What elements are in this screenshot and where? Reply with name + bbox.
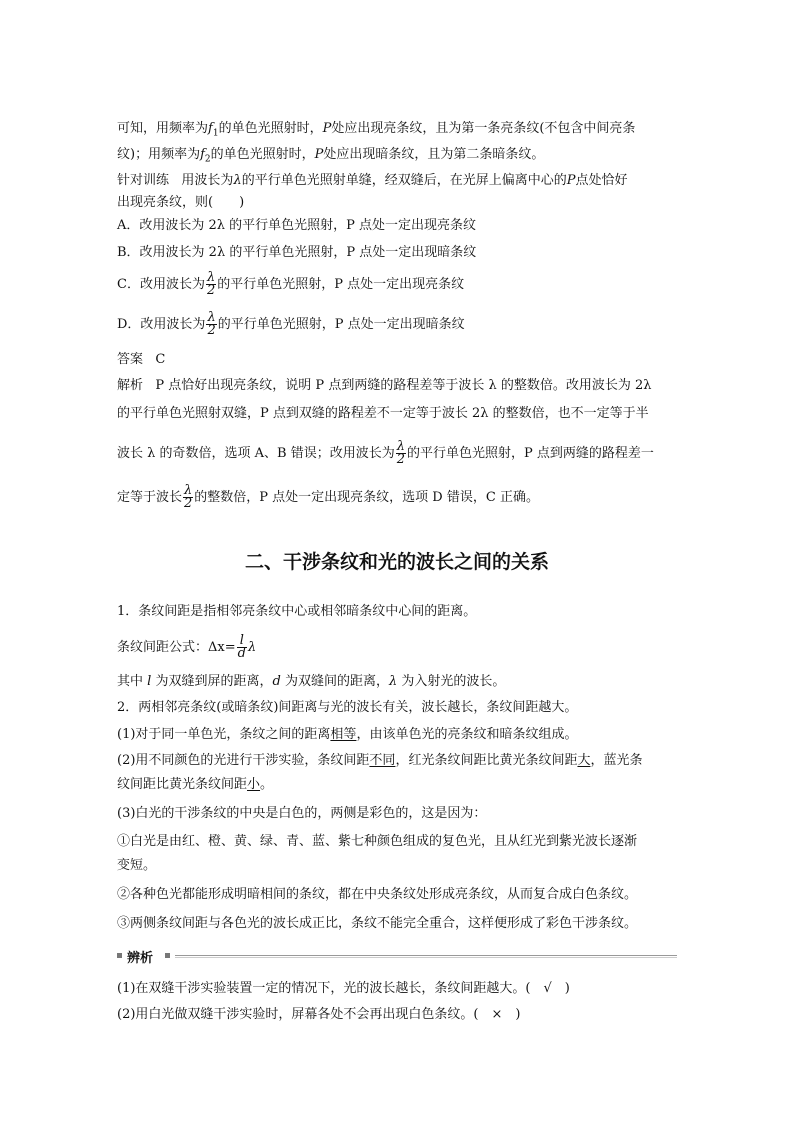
text: P 点恰好出现亮条纹，说明 P 点到两缝的路程差等于波长 λ 的整数倍。改用波长为 2λ	[155, 378, 652, 393]
analysis-line-1	[117, 377, 651, 395]
judge-label: 辨析	[127, 951, 154, 966]
text: ，红光条纹间距比黄光条纹间距	[395, 753, 578, 768]
body-paragraph-6-line-1: ①白光是由红、橙、黄、绿、青、蓝、紫七种颜色组成的复色光，且从红光到紫光波长逐渐	[117, 834, 638, 849]
point-symbol: P	[566, 173, 576, 188]
body-paragraph-4-line-1	[117, 752, 642, 770]
underlined-answer: 不同	[369, 753, 396, 768]
text: 的平行单色光照射，P 点处一定出现暗条纹	[217, 317, 465, 332]
text: 波长 λ 的奇数倍，选项 A、B 错误；改用波长为	[117, 446, 395, 461]
d-symbol: d	[272, 674, 281, 689]
training-question-line-1	[117, 172, 627, 190]
text: (2)用不同颜色的光进行干涉实验，条纹间距	[117, 753, 370, 768]
text: 。	[260, 777, 274, 792]
text: 可知，用频率为	[117, 121, 209, 136]
text: 纹)；用频率为	[117, 147, 201, 162]
intro-line-1	[117, 120, 635, 143]
text: 为入射光的波长。	[401, 674, 506, 689]
lambda-over-2-fraction	[206, 272, 216, 297]
option-c	[117, 272, 464, 297]
analysis-line-4	[117, 485, 539, 510]
divider	[175, 955, 677, 956]
judge-item-1: (1)在双缝干涉实验装置一定的情况下，光的波长越长，条纹间距越大。( √ )	[117, 981, 570, 996]
option-d	[117, 312, 465, 337]
underlined-answer: 相等	[330, 727, 357, 742]
text: 的平行单色光照射单缝，经双缝后，在光屏上偏离中心的	[241, 173, 567, 188]
section-heading: 二、干涉条纹和光的波长之间的关系	[244, 551, 549, 573]
body-paragraph-6-line-2: 变短。	[117, 858, 157, 873]
option-b: B．改用波长为 2λ 的平行单色光照射，P 点处一定出现暗条纹	[117, 245, 477, 260]
lambda-symbol: λ	[233, 173, 242, 188]
body-paragraph-1: 1．条纹间距是指相邻亮条纹中心或相邻暗条纹中心间的距离。	[117, 604, 477, 619]
text: 其中	[117, 674, 144, 689]
frequency-symbol: f	[208, 121, 213, 136]
body-paragraph-3	[117, 726, 577, 744]
text: 的平行单色光照射，P 点处一定出现亮条纹	[217, 277, 465, 292]
text: C．改用波长为	[117, 277, 205, 292]
fraction-denominator: 2	[396, 452, 405, 467]
text: 点处恰好	[575, 173, 628, 188]
divider	[175, 957, 677, 958]
text: 的整数倍，P 点处一定出现亮条纹，选项 D 错误，C 正确。	[194, 490, 539, 505]
subscript: 1	[212, 128, 219, 139]
body-paragraph-7: ②各种色光都能形成明暗相间的条纹，都在中央条纹处形成亮条纹，从而复合成白色条纹。	[117, 887, 638, 902]
lambda-symbol: λ	[247, 640, 257, 655]
fraction-denominator: 2	[206, 283, 216, 298]
square-bullet-icon	[165, 953, 170, 958]
text: 为双缝间的距离，	[284, 674, 389, 689]
text: D．改用波长为	[117, 317, 206, 332]
body-paragraph-8: ③两侧条纹间距与各色光的波长成正比，条纹不能完全重合，这样便形成了彩色干涉条纹。	[117, 916, 638, 931]
text: 为双缝到屏的距离，	[155, 674, 273, 689]
frequency-symbol: f	[200, 147, 205, 162]
judge-section-header	[117, 950, 677, 966]
formula-line	[117, 635, 256, 660]
fraction-numerator: λ	[207, 310, 216, 325]
analysis-line-2: 的平行单色光照射双缝，P 点到双缝的路程差不一定等于波长 2λ 的整数倍，也不一定等于半	[117, 406, 649, 421]
square-bullet-icon	[117, 953, 122, 958]
text: ，由该单色光的亮条纹和暗条纹组成。	[356, 727, 578, 742]
lambda-symbol: λ	[388, 674, 398, 689]
text: 的单色光照射时，	[210, 147, 315, 162]
intro-line-2	[117, 146, 544, 169]
point-symbol: P	[322, 121, 332, 136]
text: (1)对于同一单色光，条纹之间的距离	[117, 727, 331, 742]
l-symbol: l	[147, 674, 152, 689]
text: 的单色光照射时，	[218, 121, 323, 136]
answer-label: 答案	[117, 352, 144, 367]
body-paragraph-5: (3)白光的干涉条纹的中央是白色的，两侧是彩色的，这是因为：	[117, 806, 487, 821]
formula-label: 条纹间距公式：Δx=	[117, 640, 236, 655]
lambda-over-2-fraction	[183, 485, 193, 510]
body-paragraph-4-line-2	[117, 776, 273, 794]
fraction-numerator: λ	[184, 483, 193, 498]
underlined-answer: 大	[577, 753, 591, 768]
l-over-d-fraction	[237, 635, 247, 660]
point-symbol: P	[314, 147, 324, 162]
fraction-numerator: l	[237, 635, 247, 648]
text: 用波长为	[181, 173, 234, 188]
text: 定等于波长	[117, 490, 183, 505]
fraction-denominator: 2	[184, 496, 193, 511]
fraction-denominator: d	[237, 646, 246, 661]
formula-explanation	[117, 673, 505, 691]
analysis-line-3	[117, 441, 654, 466]
text: 的平行单色光照射，P 点到两缝的路程差一	[407, 446, 654, 461]
lambda-over-2-fraction	[396, 441, 406, 466]
text: 处应出现亮条纹，且为第一条亮条纹(不包含中间亮条	[331, 121, 636, 136]
body-paragraph-2: 2．两相邻亮条纹(或暗条纹)间距离与光的波长有关，波长越长，条纹间距越大。	[117, 700, 578, 715]
fraction-denominator: 2	[207, 323, 216, 338]
answer-value: C	[155, 352, 166, 367]
underlined-answer: 小	[247, 777, 261, 792]
training-label: 针对训练	[117, 173, 170, 188]
training-question-line-2: 出现亮条纹，则( )	[117, 195, 245, 210]
text: ，蓝光条	[590, 753, 643, 768]
judge-item-2: (2)用白光做双缝干涉实验时，屏幕各处不会再出现白色条纹。( × )	[117, 1007, 521, 1022]
answer-line	[117, 351, 165, 369]
text: 处应出现暗条纹，且为第二条暗条纹。	[323, 147, 545, 162]
lambda-over-2-fraction	[206, 312, 216, 337]
analysis-label: 解析	[117, 378, 144, 393]
text: 纹间距比黄光条纹间距	[117, 777, 248, 792]
fraction-numerator: λ	[206, 270, 216, 285]
fraction-numerator: λ	[396, 439, 405, 454]
subscript: 2	[204, 154, 211, 165]
option-a: A．改用波长为 2λ 的平行单色光照射，P 点处一定出现亮条纹	[117, 218, 477, 233]
